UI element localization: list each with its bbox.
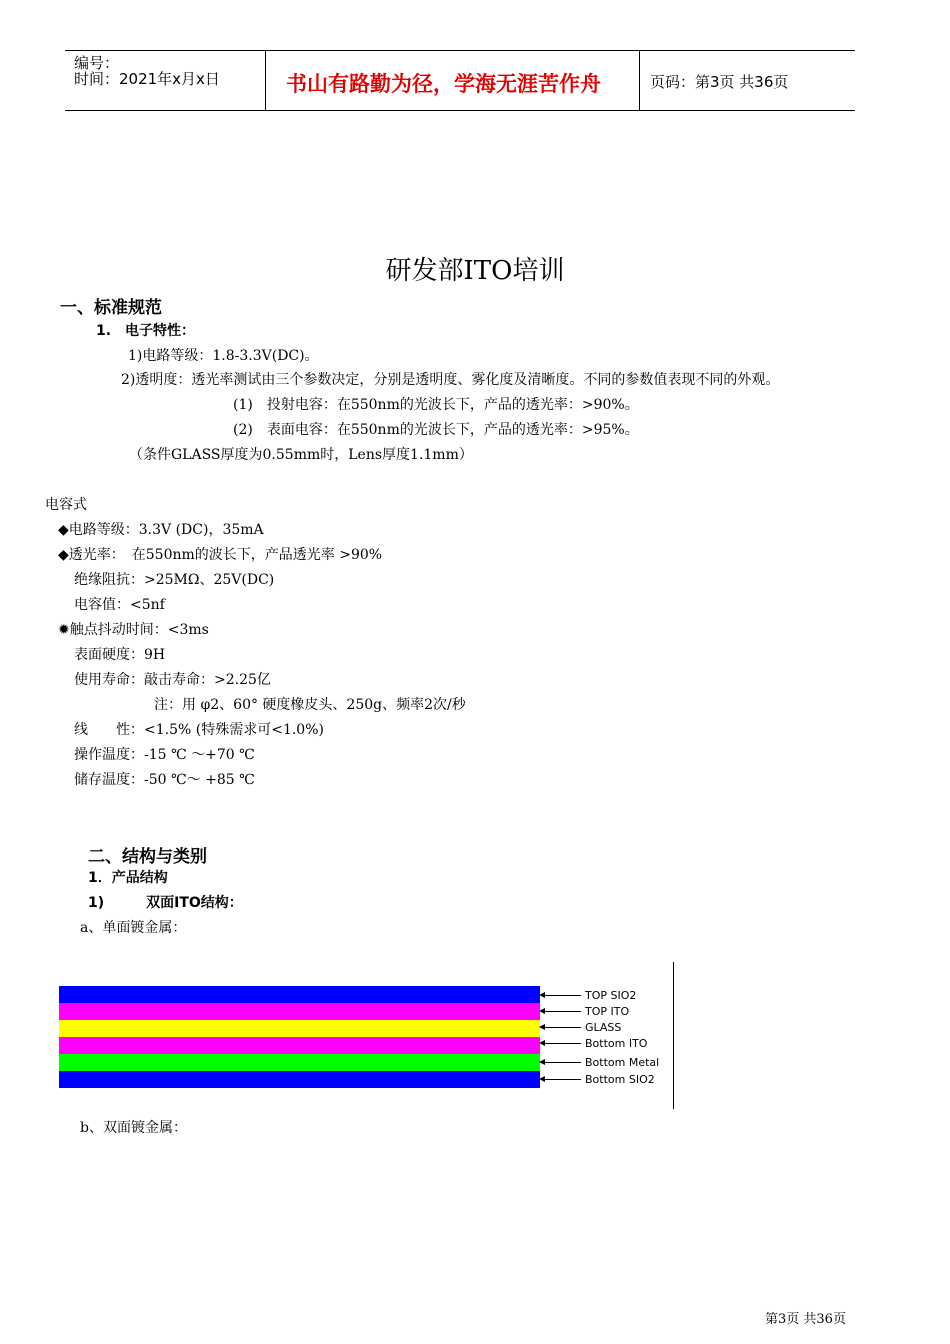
section1-line: (1) 投射电容：在550nm的光波长下，产品的透光率：>90%。: [233, 397, 639, 413]
layer-bottom-sio2: [59, 1071, 540, 1088]
header-time-label: 时间：2021年x月x日: [74, 70, 220, 88]
layer-arrow: [541, 995, 581, 996]
header-motto: 书山有路勤为径，学海无涯苦作舟: [286, 72, 601, 96]
header-divider-1: [265, 50, 266, 111]
section2-sub1: 1．产品结构: [88, 870, 168, 886]
layer-label: Bottom Metal: [585, 1056, 660, 1069]
spec-line: ◆电路等级：3.3V (DC)，35mA: [58, 522, 264, 538]
section1-line: 2)透明度：透光率测试由三个参数决定，分别是透明度、雾化度及清晰度。不同的参数值表现不同的外观。: [121, 372, 780, 388]
layer-arrow: [541, 1027, 581, 1028]
header-top-rule: [65, 50, 855, 51]
footer-page-label: 第3页 共36页: [765, 1312, 846, 1327]
layer-bottom-ito: [59, 1037, 540, 1054]
section1-line: (2) 表面电容：在550nm的光波长下，产品的透光率：>95%。: [233, 422, 639, 438]
section1-line: （条件GLASS厚度为0.55mm时，Lens厚度1.1mm）: [129, 447, 473, 463]
section1-heading: 一、标准规范: [60, 298, 162, 318]
spec-line: 储存温度：-50 ℃～ +85 ℃: [74, 772, 255, 788]
layer-glass: [59, 1020, 540, 1037]
spec-line: 表面硬度：9H: [74, 647, 166, 663]
layer-arrow: [541, 1011, 581, 1012]
spec-line: 操作温度：-15 ℃ ～+70 ℃: [74, 747, 255, 763]
capacitive-heading: 电容式: [45, 497, 87, 513]
section2-item-b: b、双面镀金属：: [80, 1120, 187, 1136]
spec-line: 注：用 φ2、60° 硬度橡皮头、250g、频率2次/秒: [154, 697, 466, 713]
spec-line: 使用寿命：敲击寿命：>2.25亿: [74, 672, 271, 688]
spec-line: ◆透光率： 在550nm的波长下，产品透光率 >90%: [58, 547, 383, 563]
diagram-border-line: [673, 962, 674, 1109]
header-page-label: 页码：第3页 共36页: [650, 73, 789, 91]
layer-arrow: [541, 1043, 581, 1044]
layer-arrow: [541, 1062, 581, 1063]
section1-line: 1)电路等级：1.8-3.3V(DC)。: [128, 348, 319, 364]
spec-line: 绝缘阻抗：>25MΩ、25V(DC): [74, 572, 275, 588]
section2-sub2: 1) 双面ITO结构：: [88, 895, 243, 911]
spec-line: 电容值：<5nf: [74, 597, 165, 613]
spec-line: 线 性：<1.5% (特殊需求可<1.0%): [74, 722, 324, 738]
header-bottom-rule: [65, 110, 855, 111]
layer-label: Bottom SIO2: [585, 1073, 655, 1086]
layer-label: GLASS: [585, 1021, 622, 1034]
section2-heading: 二、结构与类别: [88, 847, 207, 867]
header-divider-2: [639, 50, 640, 111]
layer-label: TOP ITO: [585, 1005, 630, 1018]
section1-sub1: 1. 电子特性：: [96, 323, 196, 339]
layer-top-sio2: [59, 986, 540, 1003]
spec-line: ✹触点抖动时间：<3ms: [58, 622, 209, 638]
header-number-label: 编号：: [74, 54, 120, 72]
layer-top-ito: [59, 1003, 540, 1020]
layer-arrow: [541, 1079, 581, 1080]
layer-label: TOP SIO2: [585, 989, 637, 1002]
layer-label: Bottom ITO: [585, 1037, 648, 1050]
document-title: 研发部ITO培训: [385, 256, 565, 286]
section2-item-a: a、单面镀金属：: [80, 920, 187, 936]
layer-bottom-metal: [59, 1054, 540, 1071]
